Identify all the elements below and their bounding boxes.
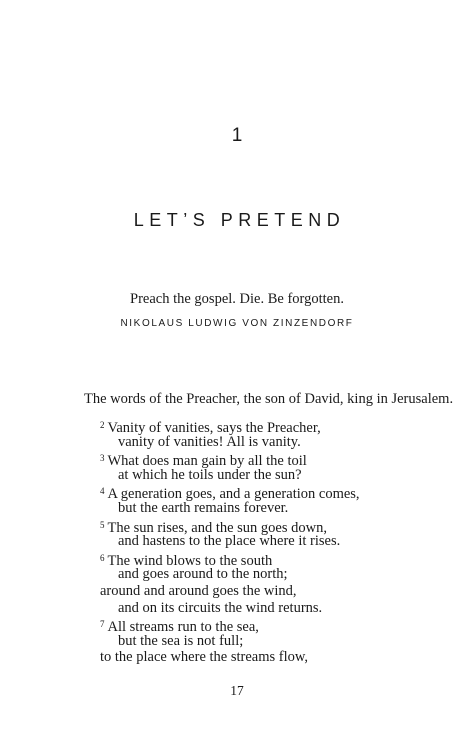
verse-text: All streams run to the sea, — [107, 619, 259, 636]
verse-line — [100, 500, 360, 517]
verse-text: to the place where the streams flow, — [100, 649, 309, 666]
chapter-title: LET’S PRETEND — [133, 210, 346, 230]
epigraph-attribution: NIKOLAUS LUDWIG VON ZINZENDORF — [120, 318, 354, 329]
chapter-number: 1 — [231, 125, 243, 146]
verse-line — [100, 483, 360, 503]
verse-line — [100, 450, 360, 470]
verse-text: around and around goes the wind, — [100, 582, 297, 599]
epigraph-quote: Preach the gospel. Die. Be forgotten. — [130, 291, 344, 307]
verse-number: 5 — [100, 519, 105, 530]
verse-line — [100, 467, 360, 484]
verse-text: but the sea is not full; — [118, 632, 244, 649]
verse-line — [100, 566, 360, 583]
page-number: 17 — [230, 683, 244, 698]
verse-text: The sun rises, and the sun goes down, — [107, 519, 327, 536]
verse-number: 6 — [100, 552, 105, 563]
verse-block — [100, 417, 360, 666]
verse-line — [100, 550, 360, 567]
verse-line — [100, 533, 360, 550]
verse-text: and goes around to the north; — [118, 566, 288, 583]
verse-line — [100, 434, 360, 451]
verse-number: 7 — [100, 619, 105, 630]
verse-text: What does man gain by all the toil — [107, 453, 307, 470]
verse-number: 3 — [100, 453, 105, 464]
verse-text: Vanity of vanities, says the Preacher, — [107, 420, 321, 436]
verse-text: at which he toils under the sun? — [118, 466, 302, 483]
verse-line — [100, 633, 360, 650]
verse-line — [100, 616, 360, 636]
verse-text: and on its circuits the wind returns. — [118, 599, 323, 616]
verse-number: 4 — [100, 486, 105, 497]
verse-text: A generation goes, and a generation comes, — [107, 486, 360, 503]
verse-text: vanity of vanities! All is vanity. — [118, 433, 301, 450]
verse-text: but the earth remains forever. — [118, 499, 289, 516]
intro-line: The words of the Preacher, the son of David, king in Jerusalem. — [84, 391, 454, 407]
verse-line — [100, 600, 360, 617]
verse-line — [100, 517, 360, 534]
verse-number: 2 — [100, 420, 105, 430]
verse-line — [100, 583, 360, 600]
verse-line — [100, 417, 360, 434]
verse-line — [100, 649, 360, 666]
verse-text: and hastens to the place where it rises. — [118, 533, 341, 550]
verse-text: The wind blows to the south — [107, 552, 273, 569]
